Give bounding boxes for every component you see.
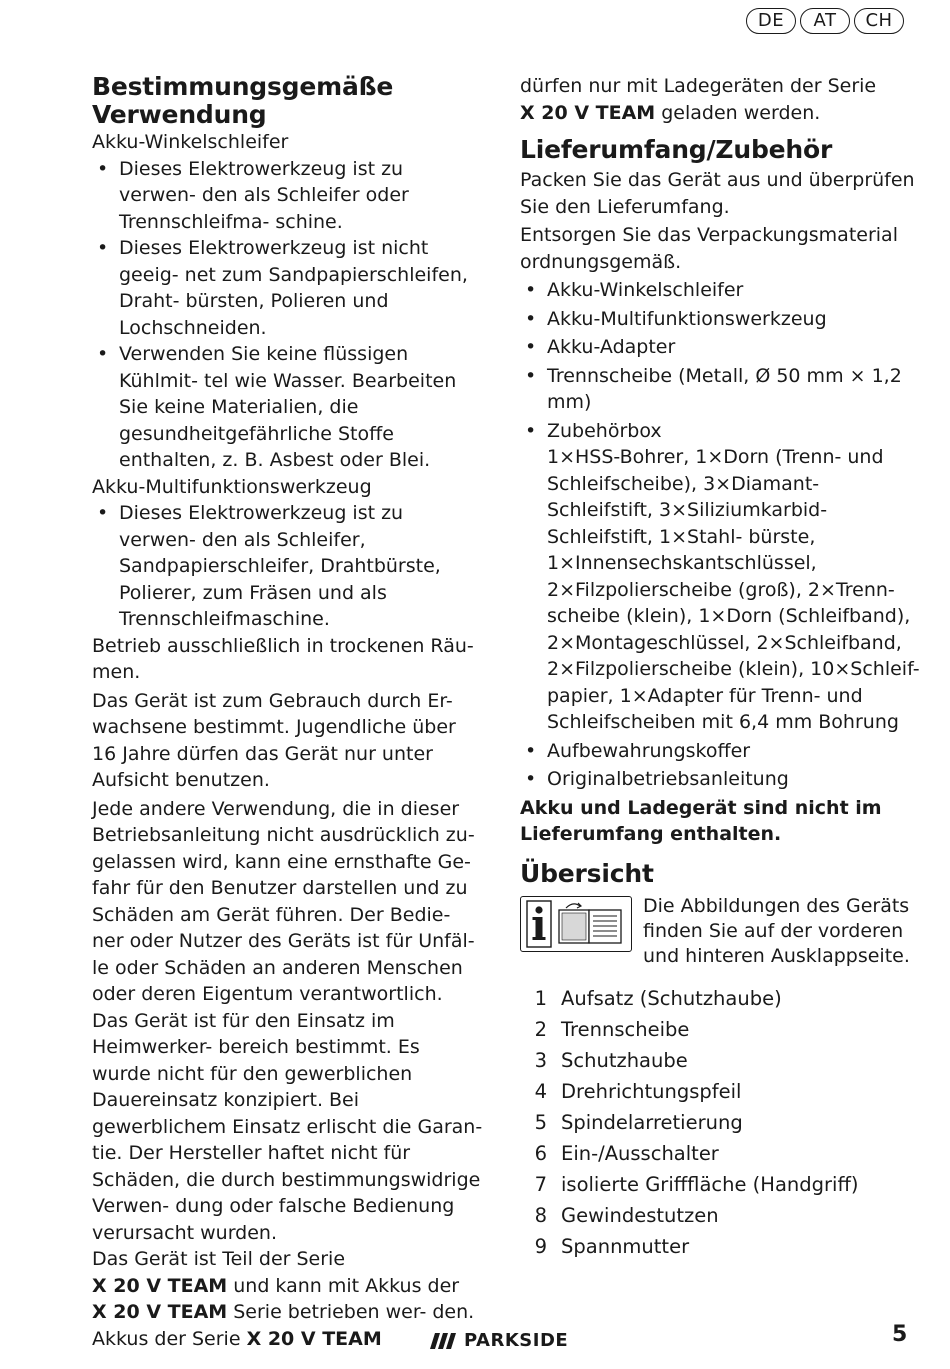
part-label: Schutzhaube — [561, 1048, 688, 1072]
list-item — [520, 1076, 920, 1107]
part-label: Gewindestutzen — [561, 1203, 719, 1227]
part-label: Spindelarretierung — [561, 1110, 743, 1134]
part-number: 6 — [534, 1141, 547, 1165]
list-item: • Originalbetriebsanleitung — [520, 766, 920, 793]
parts-list — [520, 983, 920, 1262]
part-number: 9 — [534, 1234, 547, 1258]
part-number: 2 — [534, 1017, 547, 1041]
part-number: 4 — [534, 1079, 547, 1103]
list-item: • Trennscheibe (Metall, Ø 50 mm × 1,2 mm) — [520, 363, 920, 416]
overview-note-text: Die Abbildungen des Geräts finden Sie auf der vorderen und hinteren Ausklappseite. — [643, 894, 910, 967]
series-name: X 20 V TEAM — [92, 1274, 228, 1297]
right-column — [520, 73, 920, 1262]
part-label: Aufsatz (Schutzhaube) — [561, 986, 782, 1010]
scope-paragraph-dispose: Entsorgen Sie das Verpackungsmaterial ordnungsgemäß. — [520, 224, 898, 273]
part-label: Trennscheibe — [561, 1017, 690, 1041]
part-number: 7 — [534, 1172, 547, 1196]
paragraph-series-continued — [520, 73, 920, 126]
part-number: 3 — [534, 1048, 547, 1072]
overview-title: Übersicht — [520, 858, 654, 888]
part-number: 8 — [534, 1203, 547, 1227]
list-item — [520, 1138, 920, 1169]
brand-stripes-icon — [430, 1333, 456, 1349]
part-number: 1 — [534, 986, 547, 1010]
series-name: X 20 V TEAM — [92, 1301, 228, 1323]
page-number: 5 — [892, 1322, 908, 1347]
intended-use-title-line1: Bestimmungsgemäße — [92, 72, 394, 101]
series-text-2: und kann mit Akkus der — [227, 1274, 460, 1297]
series-text-1: Das Gerät ist Teil der Serie — [92, 1248, 346, 1270]
overview-note — [520, 894, 920, 969]
series-text-3: Serie betrieben wer- den. Akkus der Serie — [92, 1301, 475, 1350]
paragraph-series — [92, 1246, 484, 1352]
list-item: • Verwenden Sie keine flüssigen Kühlmit- tel wie Wasser. Bearbeiten Sie keine Materialien, die gesundheitgefährliche Stoffe enthalten, z. B. Asbest oder Blei. — [92, 341, 484, 474]
country-badges — [746, 8, 904, 34]
series-name: X 20 V TEAM — [246, 1327, 382, 1350]
subhead-angle-grinder: Akku-Winkelschleifer — [92, 131, 289, 153]
list-item — [520, 983, 920, 1014]
accessory-box-contents: 1×HSS-Bohrer, 1×Dorn (Trenn- und Schleifscheibe), 3×Diamant-Schleifstift, 3×Siliziumkarbid-Schleifstift, 1×Stahl- bürste, 1×Innensechskantschlüssel, 2×Filzpolierscheibe (groß), 2×Trenn- scheibe (klein), 1×Dorn (Schleifband), 2×Montageschlüssel, 2×Schleifband, 2×Filzpolierscheibe (klein), 10×Schleif- papier, 1×Adapter für Trenn- und Schleifscheiben mit 6,4 mm Bohrung — [547, 446, 920, 733]
country-badge-ch: CH — [854, 8, 904, 34]
multitool-bullet-list — [92, 500, 484, 633]
list-item: • Dieses Elektrowerkzeug ist nicht geeig- net zum Sandpapierschleifen, Draht- bürsten, Polieren und Lochschneiden. — [92, 235, 484, 341]
country-badge-at: AT — [800, 8, 850, 34]
scope-paragraph-unpack: Packen Sie das Gerät aus und überprüfen Sie den Lieferumfang. — [520, 169, 915, 218]
brand-logo — [430, 1330, 568, 1351]
paragraph-other-use: Jede andere Verwendung, die in dieser Betriebsanleitung nicht ausdrücklich zu- gelassen wird, kann eine ernsthafte Ge- fahr für den Benutzer darstellen und zu Schäden am Gerät führen. Der Bedie- ner oder Nutzer des Geräts ist für Unfäl- le oder Schäden an anderen Menschen oder deren Eigentum verantwortlich. Das Gerät ist für den Einsatz im Heimwerker- bereich bestimmt. Es wurde nicht für den gewerblichen Dauereinsatz konzipiert. Bei gewerblichem Einsatz erlischt die Garan- tie. Der Hersteller haftet nicht für Schäden, die durch bestimmungswidrige Verwen- dung oder falsche Bedienung verursacht wurden. — [92, 797, 483, 1244]
list-item: • Dieses Elektrowerkzeug ist zu verwen- den als Schleifer oder Trennschleifma- schine. — [92, 156, 484, 236]
part-number: 5 — [534, 1110, 547, 1134]
list-item: • Aufbewahrungskoffer — [520, 738, 920, 765]
list-item — [520, 1107, 920, 1138]
list-item — [520, 1200, 920, 1231]
scope-of-delivery-title: Lieferumfang/Zubehör — [520, 135, 833, 164]
list-item — [520, 1169, 920, 1200]
intended-use-title — [92, 73, 484, 129]
part-label: Ein-/Ausschalter — [561, 1141, 719, 1165]
intended-use-title-line2: Verwendung — [92, 100, 267, 129]
series-end-text: geladen werden. — [655, 101, 821, 124]
scope-bullet-list-2 — [520, 738, 920, 793]
list-item: • Akku-Multifunktionswerkzeug — [520, 306, 920, 333]
series-continued-text: dürfen nur mit Ladegeräten der Serie — [520, 75, 877, 97]
scope-note-battery: Akku und Ladegerät sind nicht im Lieferumfang enthalten. — [520, 796, 882, 845]
list-item: • Zubehörbox — [520, 418, 920, 445]
list-item: • Akku-Winkelschleifer — [520, 277, 920, 304]
paragraph-adults: Das Gerät ist zum Gebrauch durch Er- wachsene bestimmt. Jugendliche über 16 Jahre dürfen das Gerät nur unter Aufsicht benutzen. — [92, 689, 456, 791]
left-column — [92, 73, 484, 1352]
list-item: • Akku-Adapter — [520, 334, 920, 361]
list-item — [520, 1014, 920, 1045]
part-label: isolierte Grifffläche (Handgriff) — [561, 1172, 859, 1196]
country-badge-de: DE — [746, 8, 796, 34]
part-label: Spannmutter — [561, 1234, 690, 1258]
list-item: • Dieses Elektrowerkzeug ist zu verwen- den als Schleifer, Sandpapierschleifer, Drahtbürste, Polierer, zum Fräsen und als Trennschleifmaschine. — [92, 500, 484, 633]
list-item — [520, 1045, 920, 1076]
subhead-multitool: Akku-Multifunktionswerkzeug — [92, 475, 372, 498]
brand-name: PARKSIDE — [464, 1330, 569, 1351]
paragraph-dry-rooms: Betrieb ausschließlich in trockenen Räu- men. — [92, 634, 474, 683]
info-foldout-icon — [520, 896, 632, 952]
list-item — [520, 1231, 920, 1262]
grinder-bullet-list — [92, 156, 484, 474]
part-label: Drehrichtungspfeil — [561, 1079, 742, 1103]
scope-bullet-list — [520, 277, 920, 444]
series-name: X 20 V TEAM — [520, 101, 656, 124]
